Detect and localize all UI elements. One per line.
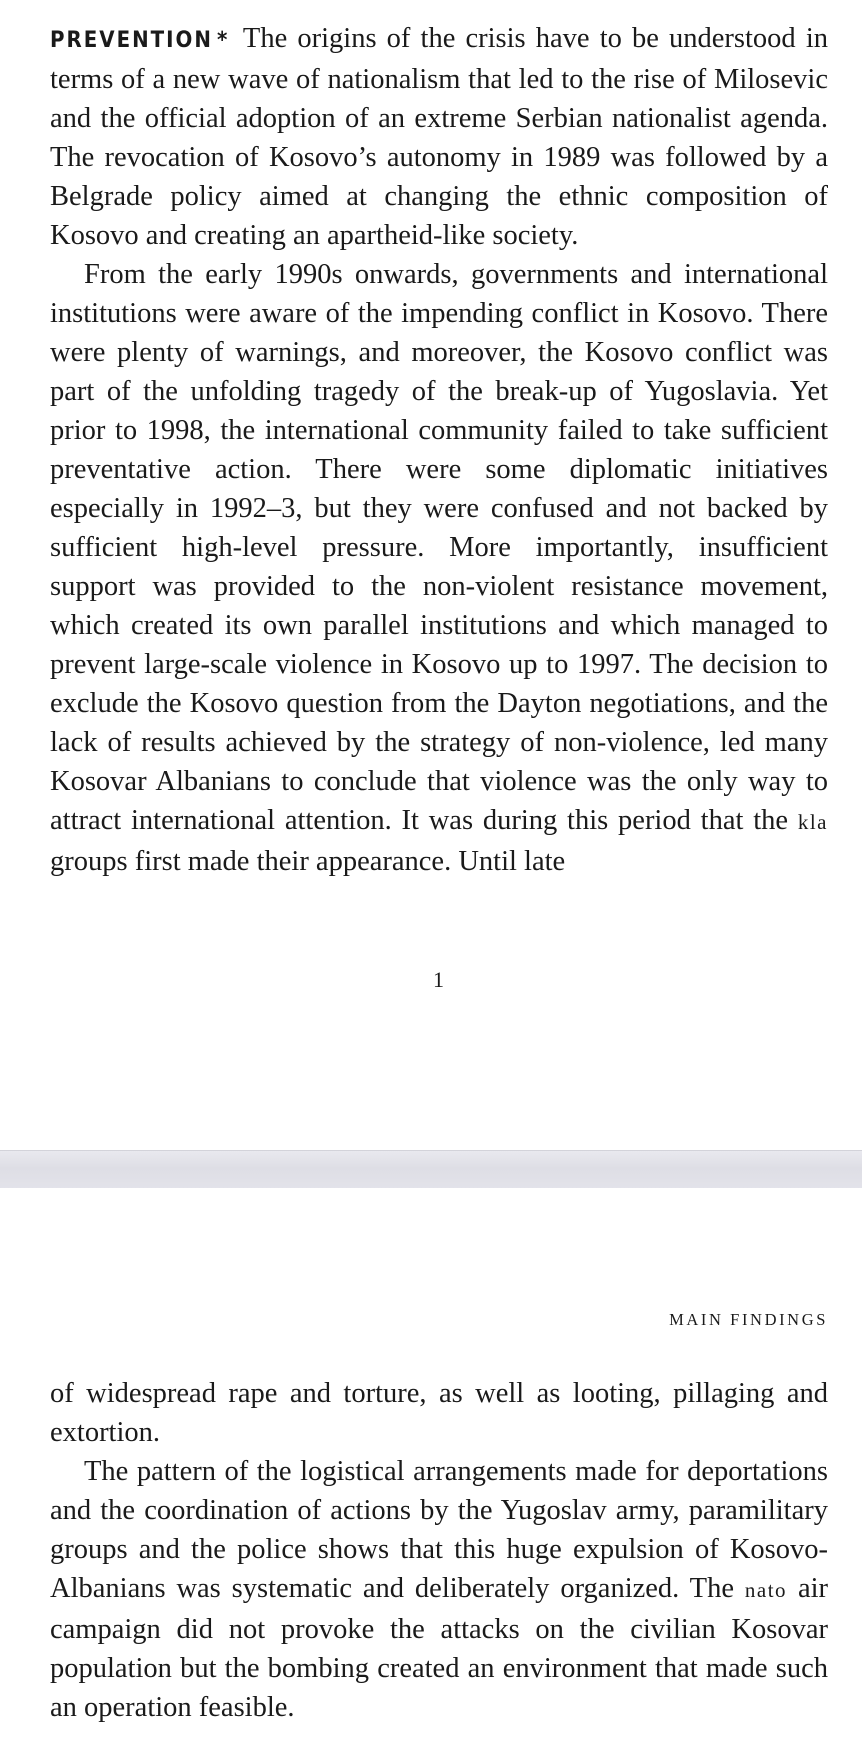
page-separator bbox=[0, 1150, 862, 1190]
section-heading: PREVENTION bbox=[50, 28, 213, 53]
logistics-paragraph bbox=[50, 1452, 828, 1727]
logistics-paragraph-text: The pattern of the logistical arrangements made for deportations and the coordination of actions by the Yugoslav army, paramilitary groups and the police shows that this huge expulsion of Kosovo-Albanians was systematic and deliberately organized. The bbox=[50, 1456, 828, 1604]
page-2-text bbox=[50, 1374, 828, 1727]
nato-acronym: nato bbox=[744, 1578, 788, 1602]
page-number: 1 bbox=[433, 967, 445, 992]
prevention-paragraph bbox=[50, 19, 828, 255]
prevention-paragraph-text: The origins of the crisis have to be understood in terms of a new wave of nationalism that led to the rise of Milosevic and the official adoption of an extreme Serbian nationalist agenda. The revocation of Kosovo’s autonomy in 1989 was followed by a Belgrade policy aimed at changing the ethnic composition of Kosovo and creating an apartheid-like society. bbox=[50, 23, 828, 251]
early-1990s-paragraph-end: groups first made their appearance. Until late bbox=[50, 846, 566, 877]
continuation-paragraph: of widespread rape and torture, as well as looting, pillaging and extortion. bbox=[50, 1378, 828, 1448]
running-head: MAIN FINDINGS bbox=[669, 1310, 828, 1329]
logistics-paragraph-end: air campaign did not provoke the attacks on the civilian Kosovar population but the bombing created an environment that made such an operation feasible. bbox=[50, 1573, 829, 1723]
page-1-text bbox=[50, 19, 828, 881]
early-1990s-paragraph bbox=[50, 255, 828, 881]
early-1990s-paragraph-text: From the early 1990s onwards, governments and international institutions were aware of the impending conflict in Kosovo. There were plenty of warnings, and moreover, the Kosovo conflict was part of the unfolding tragedy of the break-up of Yugoslavia. Yet prior to 1998, the international community failed to take sufficient preventative action. There were some diplomatic initiatives especially in 1992–3, but they were confused and not backed by sufficient high-level pressure. More importantly, insufficient support was provided to the non-violent resistance movement, which created its own parallel institutions and which managed to prevent large-scale violence in Kosovo up to 1997. The decision to exclude the Kosovo question from the Dayton negotiations, and the lack of results achieved by the strategy of non-violence, led many Kosovar Albanians to conclude that violence was the only way to attract international attention. It was during this period that the bbox=[50, 259, 828, 836]
heading-separator: * bbox=[216, 28, 230, 53]
kla-acronym: kla bbox=[797, 810, 828, 834]
